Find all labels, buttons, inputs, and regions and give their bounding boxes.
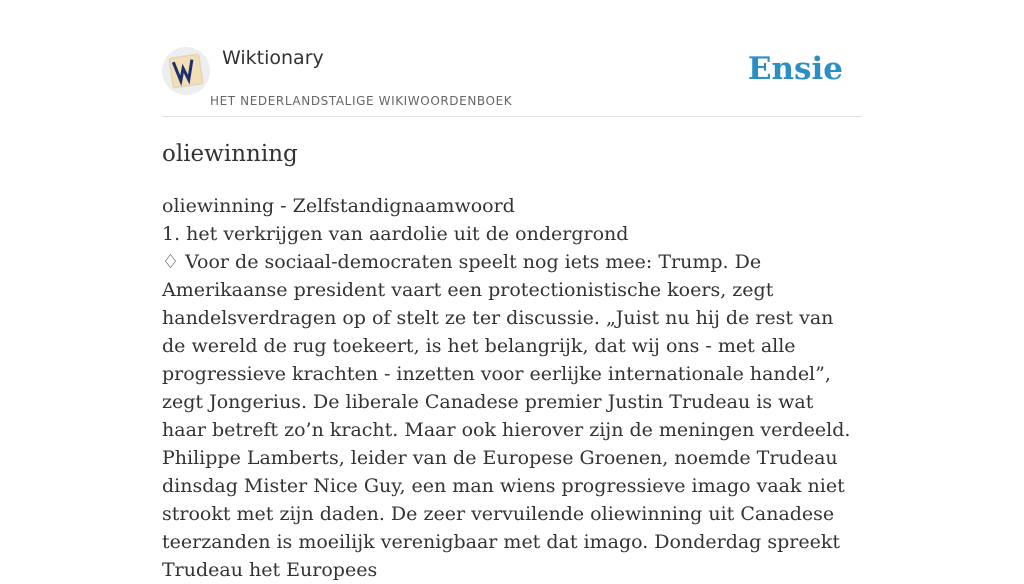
site-tagline: HET NEDERLANDSTALIGE WIKIWOORDENBOEK xyxy=(210,94,513,108)
page xyxy=(162,0,862,581)
wiktionary-logo-icon[interactable] xyxy=(162,47,210,95)
ensie-brand-link[interactable]: Ensie xyxy=(747,51,843,87)
word-title: oliewinning xyxy=(162,141,298,167)
entry-heading: oliewinning - Zelfstandignaamwoord xyxy=(162,195,515,217)
entry-body xyxy=(162,192,862,584)
site-name[interactable]: Wiktionary xyxy=(222,47,324,69)
site-header xyxy=(162,0,862,117)
entry-example: ♢ Voor de sociaal-democraten speelt nog iets mee: Trump. De Amerikaanse president vaart een protectionistische koers, zegt handelsverdragen op of stelt ze ter discussie. „Juist nu hij de rest van de wereld de rug toekeert, is het belangrijk, dat wij ons - met alle progressieve krachten - inzetten voor eerlijke internationale handel”, zegt Jongerius. De liberale Canadese premier Justin Trudeau is wat haar betreft zo’n kracht. Maar ook hierover zijn de meningen verdeeld. Philippe Lamberts, leider van de Europese Groenen, noemde Trudeau dinsdag Mister Nice Guy, een man wiens progressieve imago vaak niet strookt met zijn daden. De zeer vervuilende oliewinning uit Canadese teerzanden is moeilijk verenigbaar met dat imago. Donderdag spreekt Trudeau het Europees xyxy=(162,251,851,581)
entry-definition: 1. het verkrijgen van aardolie uit de ondergrond xyxy=(162,223,629,245)
